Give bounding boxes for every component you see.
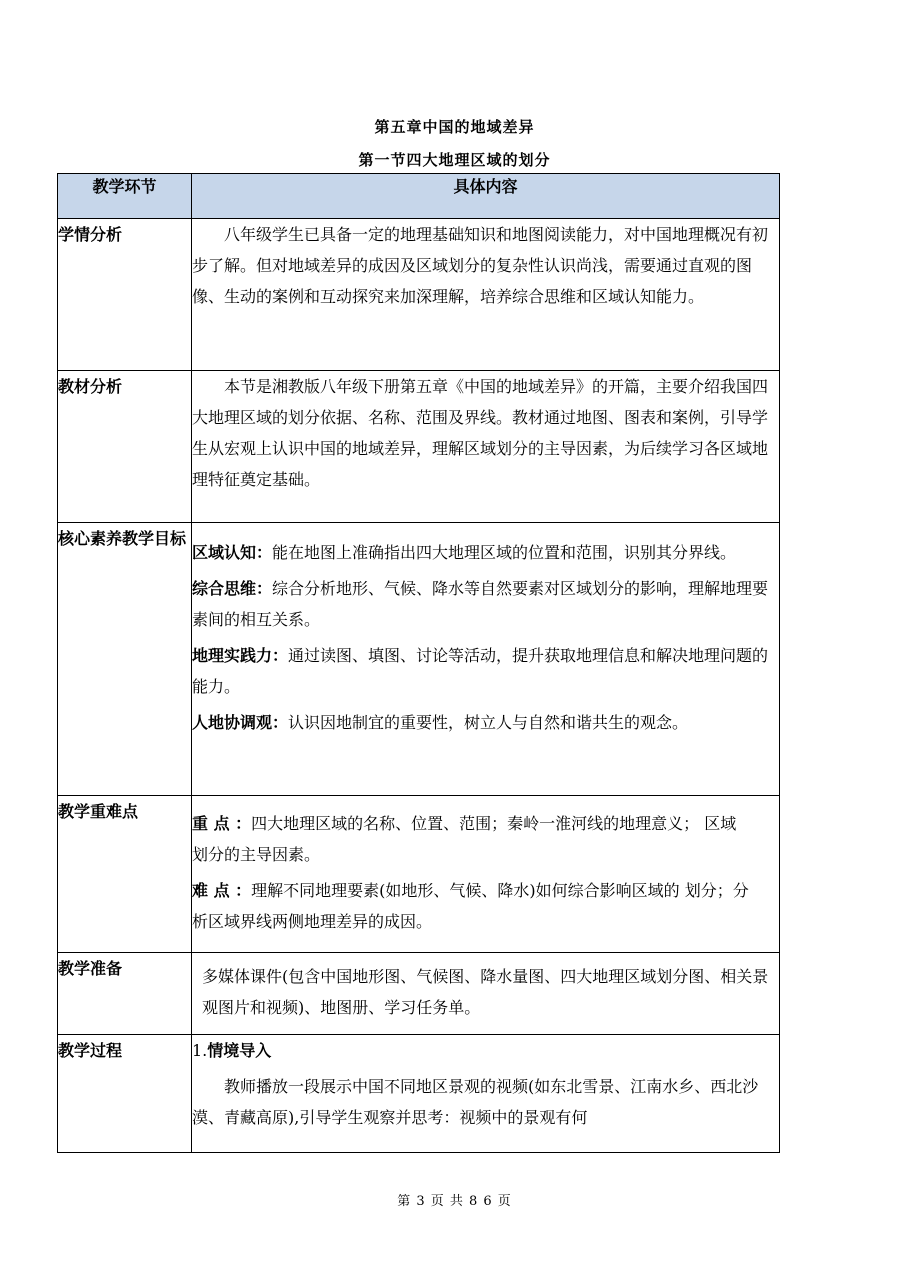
row-content	[192, 219, 780, 371]
goal-item	[192, 573, 779, 635]
row-teaching-prep	[58, 953, 780, 1035]
row-material-analysis	[58, 371, 780, 523]
goal-item	[192, 537, 779, 568]
goal-item	[192, 640, 779, 702]
row-key-difficult-points	[58, 796, 780, 953]
table-header-row	[58, 174, 780, 219]
row-content	[192, 371, 780, 523]
prep-text: 多媒体课件(包含中国地形图、气候图、降水量图、四大地理区域划分图、相关景观图片和视频)、地图册、学习任务单。	[202, 967, 769, 1017]
row-label: 教学准备	[58, 953, 192, 1035]
row-content	[192, 953, 780, 1035]
row-content	[192, 1035, 780, 1153]
goal-key: 综合思维：	[192, 579, 273, 598]
row-label: 教学重难点	[58, 796, 192, 953]
row-label: 核心素养教学目标	[58, 523, 192, 796]
row-core-literacy	[58, 523, 780, 796]
point-text: 理解不同地理要素(如地形、气候、降水)如何综合影响区域的 划分；分析区域界线两侧地理差异的成因。	[192, 881, 749, 931]
row-teaching-process	[58, 1035, 780, 1153]
row-label: 学情分析	[58, 219, 192, 371]
goal-text: 通过读图、填图、讨论等活动，提升获取地理信息和解决地理问题的能力。	[192, 646, 769, 696]
point-item	[192, 875, 749, 937]
goal-text: 综合分析地形、气候、降水等自然要素对区域划分的影响，理解地理要素间的相互关系。	[192, 579, 769, 629]
point-text: 四大地理区域的名称、位置、范围；秦岭一淮河线的地理意义； 区域划分的主导因素。	[192, 814, 737, 864]
process-step-heading	[192, 1035, 779, 1066]
header-col-content: 具体内容	[192, 174, 780, 219]
goal-text: 认识因地制宜的重要性，树立人与自然和谐共生的观念。	[288, 713, 689, 732]
point-key: 难 点 ：	[192, 881, 252, 900]
row-label: 教材分析	[58, 371, 192, 523]
goal-text: 能在地图上准确指出四大地理区域的位置和范围，识别其分界线。	[272, 543, 737, 562]
row-content	[192, 796, 780, 953]
point-key: 重 点 ：	[192, 814, 252, 833]
point-item	[192, 808, 749, 870]
student-analysis-text: 八年级学生已具备一定的地理基础知识和地图阅读能力，对中国地理概况有初步了解。但对地域差异的成因及区域划分的复杂性认识尚浅，需要通过直观的图像、生动的案例和互动探究来加深理解，培养综合思维和区域认知能力。	[192, 225, 769, 306]
row-student-analysis	[58, 219, 780, 371]
row-label: 教学过程	[58, 1035, 192, 1153]
step-number: 1.	[192, 1041, 208, 1060]
row-content	[192, 523, 780, 796]
goal-key: 地理实践力：	[192, 646, 289, 665]
process-step-text: 教师播放一段展示中国不同地区景观的视频(如东北雪景、江南水乡、西北沙漠、青藏高原),引导学生观察并思考：视频中的景观有何	[192, 1077, 759, 1127]
section-title: 第一节四大地理区域的划分	[358, 151, 551, 169]
step-title: 情境导入	[207, 1041, 272, 1060]
material-analysis-text: 本节是湘教版八年级下册第五章《中国的地域差异》的开篇，主要介绍我国四大地理区域的划分依据、名称、范围及界线。教材通过地图、图表和案例，引导学生从宏观上认识中国的地域差异，理解区域划分的主导因素，为后续学习各区域地理特征奠定基础。	[192, 377, 769, 489]
goal-key: 区域认知：	[192, 543, 273, 562]
header-col-stage: 教学环节	[58, 174, 192, 219]
goal-key: 人地协调观：	[192, 713, 289, 732]
chapter-title: 第五章中国的地域差异	[374, 118, 535, 136]
lesson-plan-table	[57, 173, 780, 1153]
page-footer: 第 3 页 共 8 6 页	[397, 1194, 512, 1209]
goal-item	[192, 707, 779, 738]
